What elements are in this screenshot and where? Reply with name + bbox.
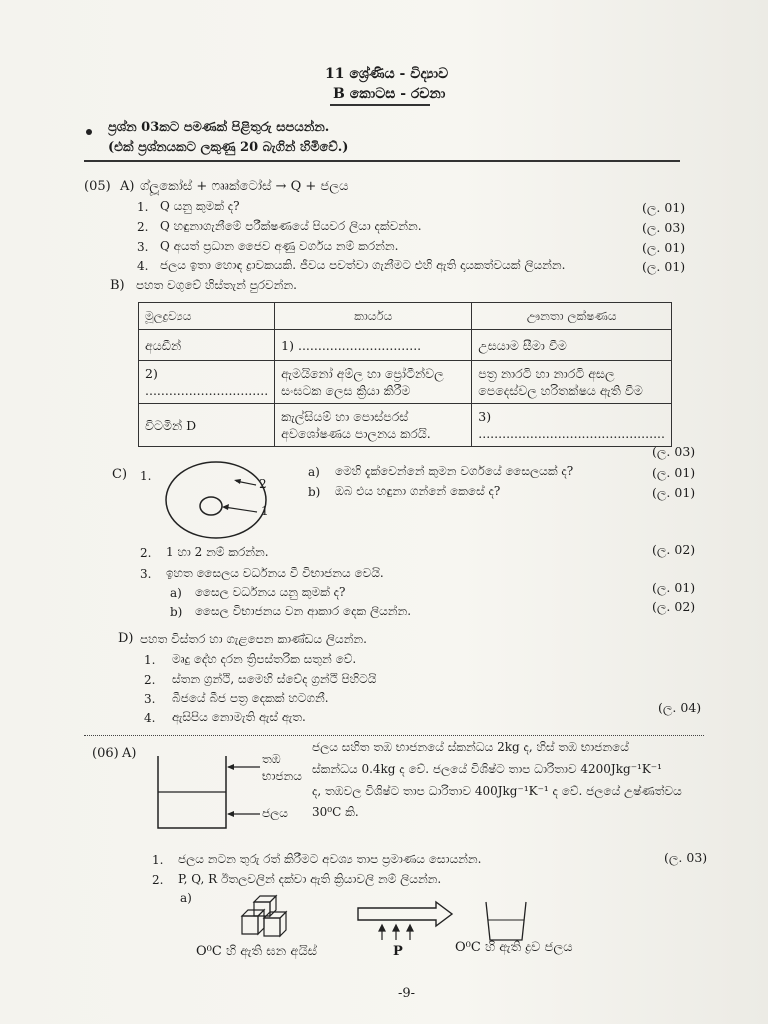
q6-a2-num: 2.	[152, 873, 164, 887]
cell-outline	[166, 462, 266, 538]
q5-d4-text: ඇසිපිය නොමැති ඇස් ඇත.	[172, 710, 306, 724]
q5-c2-marks: (ල. 02)	[652, 542, 696, 557]
q5-c3b-text: සෛල විභාජනය වන ආකාර දෙක ලියන්න.	[195, 604, 412, 618]
q5-c2-num: 2.	[140, 546, 152, 560]
q5-a4-num: 4.	[137, 259, 149, 273]
table-header-row	[139, 303, 672, 330]
q5-d3-text: බීජයේ බීජ පත්‍ර දෙකක් හටගනී.	[172, 691, 329, 705]
q5-d2-num: 2.	[144, 673, 156, 687]
q5-d2-text: ස්තන ග්‍රන්ථි, සමෙහි ස්වේද ග්‍රන්ථි පිහිටයි	[172, 672, 377, 686]
instruction-bullet	[86, 129, 92, 135]
q5-d-text: පහත විස්තර හා ගැළපෙන කාණ්ඩය ලියන්න.	[140, 632, 367, 646]
q6-a1-num: 1.	[152, 853, 164, 867]
table-cell: අයඩීන්	[139, 330, 275, 361]
q5-c-num1: 1.	[140, 469, 152, 483]
q5-a2-text: Q හඳුනාගැනීමේ පරීක්ෂණයේ පියවර ලියා දක්වන්න.	[160, 219, 422, 233]
q5-a1-num: 1.	[137, 200, 149, 214]
answer-blank: 3) ...............................................	[472, 404, 672, 447]
grade-subject-heading: 11 ශ්‍රේණිය - විද්‍යාව	[325, 66, 449, 82]
answer-blank: 1) ...............................	[275, 330, 472, 361]
q5-c1a-marks: (ල. 01)	[652, 465, 696, 480]
q5-c3-num: 3.	[140, 567, 152, 581]
q6-paragraph-line2: ස්කන්ධය 0.4kg ද වේ. ජලයේ විශිෂ්ට තාප ධාරිතාව 4200Jkg⁻¹K⁻¹	[312, 762, 662, 776]
answer-blank: 2) ...............................	[139, 361, 275, 404]
cell-label-2: 2	[259, 477, 267, 491]
q5-c-label: C)	[112, 467, 128, 482]
q5-c3b-marks: (ල. 02)	[652, 599, 696, 614]
header-underline	[330, 104, 430, 106]
q5-a1-text: Q යනු කුමක් ද?	[160, 199, 240, 213]
q5-a1-marks: (ල. 01)	[642, 200, 686, 215]
q5-b-text: පහත වගුවේ හිස්තැන් පුරවන්න.	[136, 278, 297, 292]
q5-a4-text: ජලය ඉතා හොඳ ද්‍රාවකයකි. ජීවය පවත්වා ගැනීමට එහි ඇති දායකත්වයක් ලියන්න.	[160, 258, 566, 272]
q5-c3a-text: සෛල වර්ධනය යනු කුමක් ද?	[195, 585, 346, 599]
q5-c3a-num: a)	[170, 586, 182, 600]
table-row	[139, 330, 672, 361]
q6-a1-marks: (ල. 03)	[664, 850, 708, 865]
q5-d-label: D)	[118, 631, 134, 646]
q5-a4-marks: (ල. 01)	[642, 259, 686, 274]
q6-a2-text: P, Q, R ඊතලවලින් දක්වා ඇති ක්‍රියාවලි නම් ලියන්න.	[178, 872, 442, 886]
q5-a-label: A)	[120, 179, 135, 194]
q6-paragraph-line1: ජලය සහිත තඹ භාජනයේ ස්කන්ධය 2kg ද, හිස් තඹ භාජනයේ	[312, 740, 629, 754]
q6-number: (06)	[92, 746, 119, 761]
q6-paragraph-line3: ද, තඹවල විශිෂ්ට තාප ධාරිතාව 400Jkg⁻¹K⁻¹ ද වේ. ජලයේ උෂ්ණත්වය	[312, 784, 682, 798]
q6-a-label: A)	[122, 746, 137, 761]
q5-a2-marks: (ල. 03)	[642, 220, 686, 235]
q5-a3-num: 3.	[137, 240, 149, 254]
page-number: -9-	[398, 986, 416, 1001]
table-cell: ඇමයිනෝ අම්ල හා ප්‍රෝටීන්වල සංඝටක ලෙස ක්‍රියා කිරීම	[275, 361, 472, 404]
vessel-label-line2: භාජනය	[262, 769, 302, 783]
q5-c1b-marks: (ල. 01)	[652, 485, 696, 500]
table-header: ඌනතා ලක්ෂණය	[472, 303, 672, 330]
q5-c3a-marks: (ල. 01)	[652, 580, 696, 595]
table-header: මූලද්‍රව්‍යය	[139, 303, 275, 330]
process-p-arrow	[356, 900, 456, 942]
ice-cubes-icon	[238, 894, 302, 940]
arrow-body	[358, 902, 452, 926]
section-dotted-divider	[84, 735, 704, 736]
table-header: කාර්යය	[275, 303, 472, 330]
beaker-icon	[482, 900, 532, 942]
table-row	[139, 404, 672, 447]
part-heading: B කොටස - රචනා	[333, 86, 446, 102]
cell-label-1: 1	[261, 504, 269, 518]
nucleus-outline	[200, 497, 222, 515]
label-1-pointer	[224, 507, 257, 512]
q6-paragraph-line4: 30⁰C කි.	[312, 805, 359, 819]
q5-number: (05)	[84, 179, 111, 194]
table-cell: පත්‍ර නාරටි හා නාරටි අසල පෙදෙස්වල හරිතක්ෂය ඇති වීම	[472, 361, 672, 404]
label-2-arrowhead	[234, 479, 241, 484]
q5-b-marks: (ල. 03)	[652, 444, 696, 459]
label-1-arrowhead	[222, 504, 229, 510]
q5-a3-text: Q අයත් ප්‍රධාන ජෛව අණු වර්ගය නම් කරන්න.	[160, 239, 399, 253]
q5-b-label: B)	[110, 278, 125, 293]
vessel-arrowhead	[227, 764, 234, 770]
q5-d1-text: මෘදු දේහ දරන ත්‍රිපස්තරික සතුන් වේ.	[172, 652, 357, 666]
q5-c2-text: 1 හා 2 නම් කරන්න.	[166, 545, 269, 559]
q5-d3-num: 3.	[144, 692, 156, 706]
q5-c1b-text: ඔබ එය හඳුනා ගන්නේ කෙසේ ද?	[335, 484, 501, 498]
table-cell: විටමින් D	[139, 404, 275, 447]
arrow-p-label: P	[393, 944, 403, 959]
water-liquid-label: O⁰C හි ඇති ද්‍රව ජලය	[455, 940, 573, 955]
instruction-line-2: (එක් ප්‍රශ්නයකට ලකුණු 20 බැගින් හිමිවේ.)	[108, 140, 349, 155]
q5-d1-num: 1.	[144, 653, 156, 667]
water-label: ජලය	[262, 806, 288, 820]
q5-c3-text: ඉහත සෛලය වර්ධනය වී විභාජනය වෙයි.	[166, 566, 384, 580]
table-row	[139, 361, 672, 404]
q6-a1-text: ජලය නටන තුරු රත් කිරීමට අවශ්‍ය තාප ප්‍රමාණය සොයන්න.	[178, 852, 482, 866]
q5-c3b-num: b)	[170, 605, 183, 619]
ice-label: O⁰C හි ඇති ඝන අයිස්	[196, 944, 318, 959]
q5-a-equation: ග්ලූකෝස් + ෆෲක්ටෝස් → Q + ජලය	[140, 179, 349, 194]
q5-c1b-num: b)	[308, 485, 321, 499]
q5-a3-marks: (ල. 01)	[642, 240, 686, 255]
table-cell: කැල්සියම් හා පොස්පරස් අවශෝෂණය පාලනය කරයි.	[275, 404, 472, 447]
table-cell: උසයාම සීමා වීම	[472, 330, 672, 361]
q5-d4-num: 4.	[144, 711, 156, 725]
q5-c1a-num: a)	[308, 465, 320, 479]
q5-a2-num: 2.	[137, 220, 149, 234]
instruction-line-1: ප්‍රශ්න 03කට පමණක් පිළිතුරු සපයන්න.	[108, 120, 330, 135]
vessel-label-line1: තඹ	[262, 752, 281, 766]
water-arrowhead	[227, 811, 234, 817]
nutrient-table	[138, 302, 672, 447]
q5-d-marks: (ල. 04)	[658, 700, 702, 715]
q6-a2-sub-a: a)	[180, 891, 192, 905]
q5-c1a-text: මෙහි දැක්වෙන්නේ කුමන වර්ගයේ සෛලයක් ද?	[335, 464, 574, 478]
header-divider	[84, 160, 680, 162]
